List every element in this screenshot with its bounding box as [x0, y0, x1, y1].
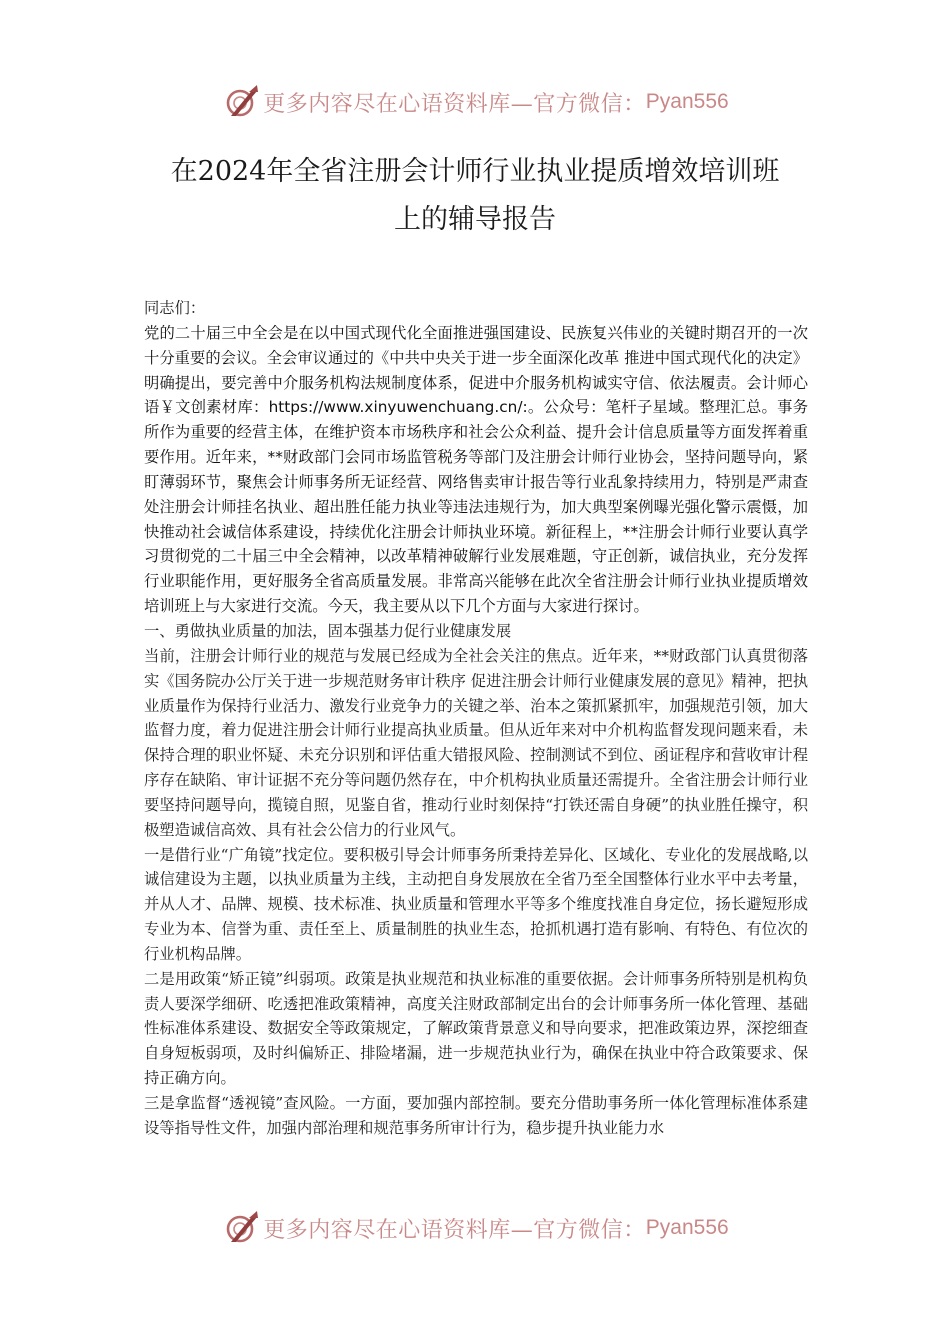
- title-line-2: 上的辅导报告: [394, 204, 556, 235]
- paragraph-point-1: 一是借行业“广角镜”找定位。要积极引导会计师事务所秉持差异化、区域化、专业化的发展战略,以诚信建设为主题，以执业质量为主线，主动把自身发展放在全省乃至全国整体行业水平中去考量，并从人才、品牌、规模、技术标准、执业质量和管理水平等多个维度找准自身定位，扬长避短形成专业为本、信誉为重、责任至上、质量制胜的执业生态，抢抓机遇打造有影响、有特色、有位次的行业机构品牌。: [144, 845, 808, 963]
- paragraph-point-3: 三是拿监督“透视镜”查风险。一方面，要加强内部控制。要充分借助事务所一体化管理标准体系建设等指导性文件，加强内部治理和规范事务所审计行为，稳步提升执业能力水: [144, 1094, 808, 1137]
- page-title: [130, 148, 820, 244]
- footer-banner: [0, 1206, 950, 1250]
- quill-logo-icon: [221, 82, 261, 122]
- paragraph-intro: 党的二十届三中全会是在以中国式现代化全面推进强国建设、民族复兴伟业的关键时期召开的一次十分重要的会议。全会审议通过的《中共中央关于进一步全面深化改革 推进中国式现代化的决定》明确提出，要完善中介服务机构法规制度体系，促进中介服务机构诚实守信、依法履责。会计师心语￥文创素材库：https://www.xinyuwenchuang.cn/:。公众号：笔杆子星域。整理汇总。事务所作为重要的经营主体，在维护资本市场秩序和社会公众利益、提升会计信息质量等方面发挥着重要作用。近年来，**财政部门会同市场监管税务等部门及注册会计师行业协会，坚持问题导向，紧盯薄弱环节，聚焦会计师事务所无证经营、网络售卖审计报告等行业乱象持续用力，特别是严肃查处注册会计师挂名执业、超出胜任能力执业等违法违规行为，加大典型案例曝光强化警示震慑，加快推动社会诚信体系建设，持续优化注册会计师执业环境。新征程上，**注册会计师行业要认真学习贯彻党的二十届三中全会精神，以改革精神破解行业发展难题，守正创新，诚信执业，充分发挥行业职能作用，更好服务全省高质量发展。非常高兴能够在此次全省注册会计师行业执业提质增效培训班上与大家进行交流。今天，我主要从以下几个方面与大家进行探讨。: [144, 323, 808, 616]
- section-heading-1: 一、勇做执业质量的加法，固本强基力促行业健康发展: [144, 621, 512, 640]
- banner-text: 更多内容尽在心语资料库—官方微信：: [263, 91, 646, 117]
- body-text: [144, 296, 808, 1141]
- paragraph-point-2: 二是用政策“矫正镜”纠弱项。政策是执业规范和执业标准的重要依据。会计师事务所特别是机构负责人要深学细研、吃透把准政策精神，高度关注财政部制定出台的会计师事务所一体化管理、基础性标准体系建设、数据安全等政策规定，了解政策背景意义和导向要求，把准政策边界，深挖细查自身短板弱项，及时纠偏矫正、排险堵漏，进一步规范执业行为，确保在执业中符合政策要求、保持正确方向。: [144, 969, 808, 1088]
- salutation: 同志们：: [144, 299, 206, 317]
- banner-wechat-id: Pyan556: [645, 1216, 729, 1239]
- header-banner: [0, 80, 950, 124]
- quill-logo-icon: [221, 1208, 261, 1248]
- banner-wechat-id: Pyan556: [645, 90, 729, 113]
- banner-text: 更多内容尽在心语资料库—官方微信：: [263, 1217, 646, 1243]
- title-line-1: 在2024年全省注册会计师行业执业提质增效培训班: [170, 156, 780, 187]
- paragraph-quality: 当前，注册会计师行业的规范与发展已经成为全社会关注的焦点。近年来，**财政部门认真贯彻落实《国务院办公厅关于进一步规范财务审计秩序 促进注册会计师行业健康发展的意见》精神，把执业质量作为保持行业活力、激发行业竞争力的关键之举、治本之策抓紧抓牢，加强规范引领，加大监督力度，着力促进注册会计师行业提高执业质量。但从近年来对中介机构监督发现问题来看，未保持合理的职业怀疑、未充分识别和评估重大错报风险、控制测试不到位、函证程序和营收审计程序存在缺陷、审计证据不充分等问题仍然存在，中介机构执业质量还需提升。全省注册会计师行业要坚持问题导向，揽镜自照，见鉴自省，推动行业时刻保持“打铁还需自身硬”的执业胜任操守，积极塑造诚信高效、具有社会公信力的行业风气。: [144, 646, 808, 839]
